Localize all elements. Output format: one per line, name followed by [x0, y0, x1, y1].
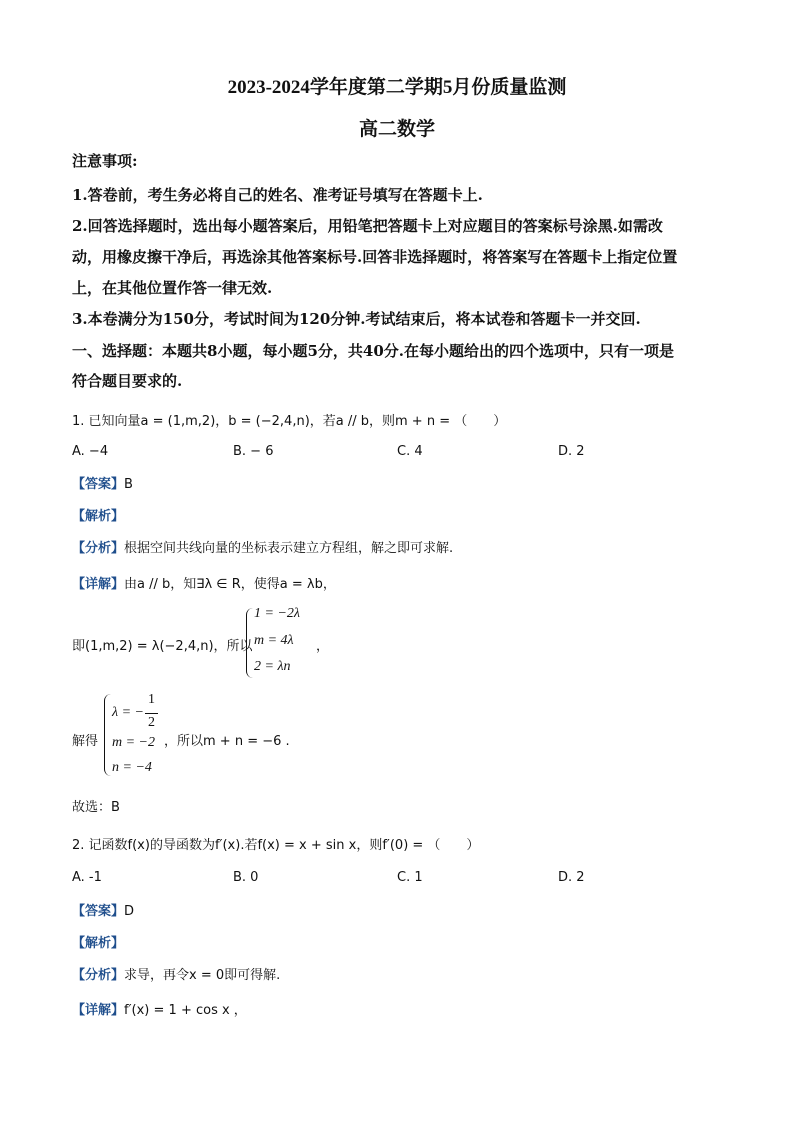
q1-conclusion: 故选：B — [72, 800, 120, 815]
q2-fenxi: 求导，再令x = 0即可得解. — [124, 968, 281, 983]
notice-item-2-line-1: 2.回答选择题时，选出每小题答案后，用铅笔把答题卡上对应题目的答案标号涂黑.如需改 — [72, 217, 663, 235]
q1-fenxi-row — [72, 537, 453, 556]
exam-subtitle: 高二数学 — [358, 119, 435, 140]
q1-system1-eq2: m = 4λ — [254, 633, 294, 648]
notice-heading: 注意事项: — [72, 152, 138, 170]
q1-system2-eq3: n = −4 — [112, 760, 152, 775]
q1-stem: 1. 已知向量a = (1,m,2)，b = (−2,4,n)，若a // b，则m + n = （ ） — [72, 414, 507, 429]
fraction-bar — [145, 713, 158, 714]
q1-system1-eq1: 1 = −2λ — [254, 606, 300, 621]
answer-tag: 【答案】 — [72, 477, 125, 492]
left-brace — [104, 694, 111, 776]
fraction-denominator: 2 — [148, 715, 155, 730]
q2-option-c: C. 1 — [397, 870, 423, 885]
q2-option-a: A. -1 — [72, 870, 102, 885]
q2-xiangjie: f′(x) = 1 + cos x ， — [124, 1003, 247, 1018]
q1-system2-eq2: m = −2 — [112, 735, 156, 750]
notice-item-2-line-3: 上，在其他位置作答一律无效. — [72, 279, 273, 297]
notice-item-3: 3.本卷满分为150分，考试时间为120分钟.考试结束后，将本试卷和答题卡一并交回. — [72, 310, 641, 328]
analysis-tag: 【解析】 — [72, 936, 125, 951]
notice-item-2-line-2: 动，用橡皮擦干净后，再选涂其他答案标号.回答非选择题时，将答案写在答题卡上指定位置 — [72, 248, 678, 266]
answer-tag: 【答案】 — [72, 904, 125, 919]
xiangjie-tag: 【详解】 — [72, 1003, 125, 1018]
q2-option-d: D. 2 — [558, 870, 585, 885]
q2-answer-row — [72, 900, 134, 919]
q1-xiangjie-row — [72, 573, 336, 592]
fenxi-tag: 【分析】 — [72, 541, 125, 556]
q1-system1-tail: ， — [316, 639, 330, 654]
q1-jiede-label: 解得 — [72, 734, 99, 749]
q1-option-c: C. 4 — [397, 444, 423, 459]
section-heading-line-1: 一、选择题：本题共8小题，每小题5分，共40分.在每小题给出的四个选项中，只有一项是 — [72, 342, 674, 360]
q2-stem: 2. 记函数f(x)的导函数为f′(x).若f(x) = x + sin x，则f′(0) = （ ） — [72, 838, 480, 853]
q1-system1-eq3: 2 = λn — [254, 659, 291, 674]
q1-fenxi: 根据空间共线向量的坐标表示建立方程组，解之即可求解. — [124, 541, 454, 556]
q1-ji-line: 即(1,m,2) = λ(−2,4,n)，所以 — [72, 639, 253, 654]
q1-answer: B — [124, 477, 133, 492]
xiangjie-tag: 【详解】 — [72, 577, 125, 592]
section-heading-line-2: 符合题目要求的. — [72, 372, 183, 390]
q1-option-b: B. − 6 — [233, 444, 274, 459]
fenxi-tag: 【分析】 — [72, 968, 125, 983]
exam-title: 2023-2024学年度第二学期5月份质量监测 — [227, 77, 567, 98]
q1-xiangjie: 由a // b，知∃λ ∈ R，使得a = λb， — [124, 577, 336, 592]
left-brace — [246, 608, 253, 678]
q1-system2-tail: ，所以m + n = −6 . — [164, 734, 290, 749]
q1-system2-eq1-lhs: λ = − — [112, 705, 144, 720]
q1-option-d: D. 2 — [558, 444, 585, 459]
q1-answer-row — [72, 473, 133, 492]
notice-item-1: 1.答卷前，考生务必将自己的姓名、准考证号填写在答题卡上. — [72, 186, 483, 204]
q2-xiangjie-row — [72, 999, 247, 1018]
q1-option-a: A. −4 — [72, 444, 109, 459]
q2-answer: D — [124, 904, 135, 919]
analysis-tag: 【解析】 — [72, 509, 125, 524]
q2-fenxi-row — [72, 964, 280, 983]
q2-option-b: B. 0 — [233, 870, 259, 885]
fraction-numerator: 1 — [148, 692, 155, 707]
